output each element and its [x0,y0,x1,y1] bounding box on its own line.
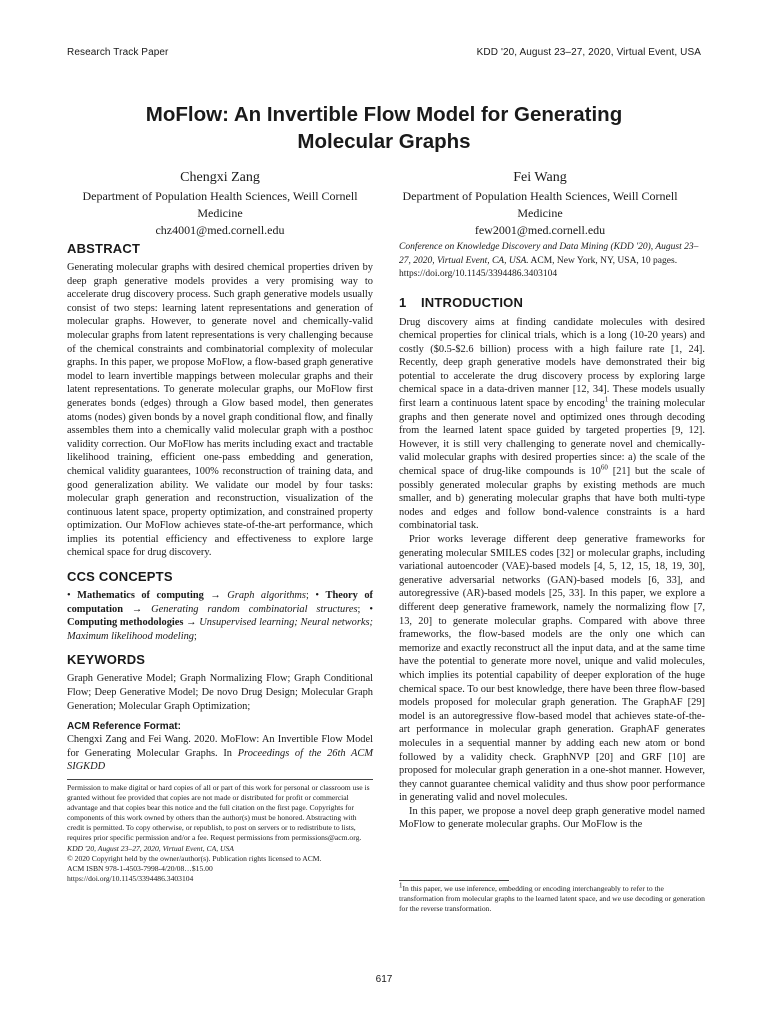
ccs-sub-3: Unsupervised learning; Neural networks; Maximum likelihood modeling [67,617,373,642]
conference-note [399,241,705,282]
permission-notice: Permission to make digital or hard copies of all or part of this work for personal or classroom use is granted without fee provided that copies are not made or distributed for profit or commercial advantage and that copies bear this notice and the full citation on the first page. Copyrights for components of this work owned by others than the author(s) must be honored. Abstracting with credit is permitted. To copy otherwise, or republish, to post on servers or to redistribute to lists, requires prior specific permission and/or a fee. Request permissions from permissions@acm.org. [67,783,370,843]
separator: ; [357,603,361,615]
footnote-text: In this paper, we use inference, embedding or encoding interchangeably to refer to the transformation from molecular graphs to the learned latent space, and we use decoding or generation for the reverse transformation. [399,884,705,914]
separator: ; [305,590,309,602]
author-email: few2001@med.cornell.edu [474,223,606,237]
copyright-isbn: ACM ISBN 978-1-4503-7998-4/20/08…$15.00 [67,863,213,873]
abstract-heading: ABSTRACT [67,241,141,256]
ccs-main-2: Theory of computation [67,590,374,615]
author-affiliation-cont: Medicine [517,206,563,220]
ccs-main-1: Mathematics of computing [77,590,204,602]
acm-reference-heading: ACM Reference Format: [67,721,181,733]
paper-title [0,101,768,155]
arrow-3: → [186,617,197,629]
footnote-block [399,880,705,914]
conference-note-rest: ACM, New York, NY, USA, 10 pages. https://doi.org/10.1145/3394486.3403104 [399,255,678,279]
section-number: 1 [399,294,407,310]
intro-paragraph-1 [399,316,705,534]
bullet: • [67,590,71,602]
intro-paragraph-3: In this paper, we propose a novel deep graph generative model named MoFlow to generate molecular graphs. Our MoFlow is the [399,805,705,831]
ccs-concepts [67,589,373,643]
abstract-text: Generating molecular graphs with desired chemical properties driven by deep graph generative models provides a very promising way to accelerate drug discovery process. Such graph generative models usually consist of two steps: learning latent representations and generation of molecular graphs. However, to generate novel and chemically-valid molecular graphs from latent representations is very challenging because of the chemical constraints and combinatorial complexity of molecular graphs. In this paper, we propose MoFlow, a flow-based graph generative model to learn invertible mappings between molecular graphs and their latent representations. To generate molecular graphs, our MoFlow first generates bonds (edges) through a Glow based model, then generates atoms (nodes) given bonds by a novel graph conditional flow, and finally assembles them into a chemically valid molecular graph with a posthoc validity correction. Our MoFlow has merits including exact and tractable likelihood training, efficient one-pass embedding and generation, chemical validity guarantees, 100% reconstruction of training data, and good generalization ability. We validate our model by four tasks: molecular graph generation and reconstruction, visualization of the continuous latent space, property optimization, and constrained property optimization. Our MoFlow achieves state-of-the-art performance, which implies its potential efficiency and effectiveness to explore large chemical space for drug discovery. [67,262,373,559]
acm-reference-plain: Chengxi Zang and Fei Wang. 2020. MoFlow: An Invertible Flow Model for Generating Molecular Graphs. In [67,734,373,759]
running-header-right: KDD '20, August 23–27, 2020, Virtual Event, USA [476,47,701,58]
separator: ; [193,630,197,642]
conference-note-italic: Conference on Knowledge Discovery and Data Mining (KDD '20), August 23–27, 2020, Virtual Event, CA, USA. [399,242,699,266]
ccs-sub-2: Generating random combinatorial structures [151,603,358,615]
ccs-sub-1: Graph algorithms [227,590,306,602]
ccs-main-3: Computing methodologies [67,617,184,629]
author-block-1 [60,169,380,239]
venue-italic: KDD '20, August 23–27, 2020, Virtual Event, CA, USA [67,843,234,853]
keywords-heading: KEYWORDS [67,652,146,668]
arrow-2: → [131,603,143,615]
author-name: Fei Wang [513,170,567,185]
keywords-text: Graph Generative Model; Graph Normalizing Flow; Graph Conditional Flow; Deep Generative Model; De novo Drug Design; Molecular Graph Generation; Molecular Graph Optimization; [67,673,373,712]
copyright-rights: © 2020 Copyright held by the owner/author(s). Publication rights licensed to ACM. [67,853,322,863]
arrow-1: → [210,590,221,602]
running-header-left: Research Track Paper [67,47,169,58]
author-affiliation: Department of Population Health Sciences, Weill Cornell [402,189,678,203]
footnote-marker: 1 [604,395,609,404]
intro-p1-part-c: [21] but the scale of possibly generated molecular graphs by existing methods are much smaller, and b) generating molecular graphs that have both multi-type nodes and edges and follow bond-valence constraints is a hard combinatorial task. [399,466,705,532]
ccs-heading: CCS CONCEPTS [67,569,173,585]
section-title: INTRODUCTION [421,294,524,310]
left-column [67,241,373,884]
author-email: chz4001@med.cornell.edu [155,223,285,237]
author-name: Chengxi Zang [180,170,260,185]
copyright-rule [67,779,373,780]
footnote [399,881,705,914]
bullet: • [369,603,373,615]
intro-p1-part-a: Drug discovery aims at finding candidate molecules with desired chemical properties for clinical trials, which is a long (10-20 years) and costly ($0.5-$2.6 billion) process with a high failure rate [1, 24]. Recently, deep graph generative models have demonstrated their big potential to accelerate the drug discovery process by exploring large chemical space in a data-driven manner [12, 34]. These models usually first learn a continuous latent space by encoding [399,316,705,410]
copyright-venue [67,844,373,854]
author-affiliation: Department of Population Health Sciences, Weill Cornell [82,189,358,203]
introduction-heading [399,295,705,310]
acm-reference-italic: Proceedings of the 26th ACM SIGKDD [67,747,373,773]
copyright-doi: https://doi.org/10.1145/3394486.3403104 [67,873,194,883]
footnote-rule [399,880,509,881]
acm-reference-text [67,733,373,774]
exponent: 60 [600,463,608,472]
page-number: 617 [375,974,393,985]
intro-p1-part-b: the training molecular graphs and then generate novel and optimized ones through decoding from the learned latent space guided by targeted properties [9, 12]. However, it is still very challenging to generate novel and chemically-valid molecular graphs with desired properties since: a) the scale of the chemical space of drug-like compounds is 10 [399,398,705,478]
bullet: • [315,590,320,602]
title-line-2: Molecular Graphs [297,130,471,153]
right-column [399,241,705,832]
author-block-2 [380,169,700,239]
title-line-1: MoFlow: An Invertible Flow Model for Generating [145,103,623,126]
footnote-number: 1 [399,881,403,890]
author-affiliation-cont: Medicine [197,206,243,220]
intro-paragraph-2: Prior works leverage different deep generative frameworks for generating molecular SMILES codes [32] or molecular graphs, including variational autoencoder (VAE)-based models [4, 5, 12, 15, 18, 19, 30], generative adversarial networks (GAN)-based models [6, 33], and autoregressive (AR)-based models [25, 33]. In this paper, we explore a different deep generative framework, namely the normalizing flow [7, 13, 20] to generate molecular graphs. Compared with above three frameworks, the flow-based models are the only one which can memorize and exactly reconstruct all the input data, and at the same time have the potential to generate more novel, unique and valid molecules, which implies its potential capability of deeper exploration of the huge chemical space. To our best knowledge, there have been three flow-based models proposed for molecular graph generation. The GraphAF [29] model is an autoregressive flow-based model that achieves state-of-the-art performance in molecular graph generation. GraphAF generates molecules in a sequential manner by adding each new atom or bond followed by a validity check. GraphNVP [20] and GRF [10] are proposed for molecular graph generation in a one-shot manner. However, they cannot guarantee chemical validity and thus show poor performance in generating valid and novel molecules. [399,534,705,804]
